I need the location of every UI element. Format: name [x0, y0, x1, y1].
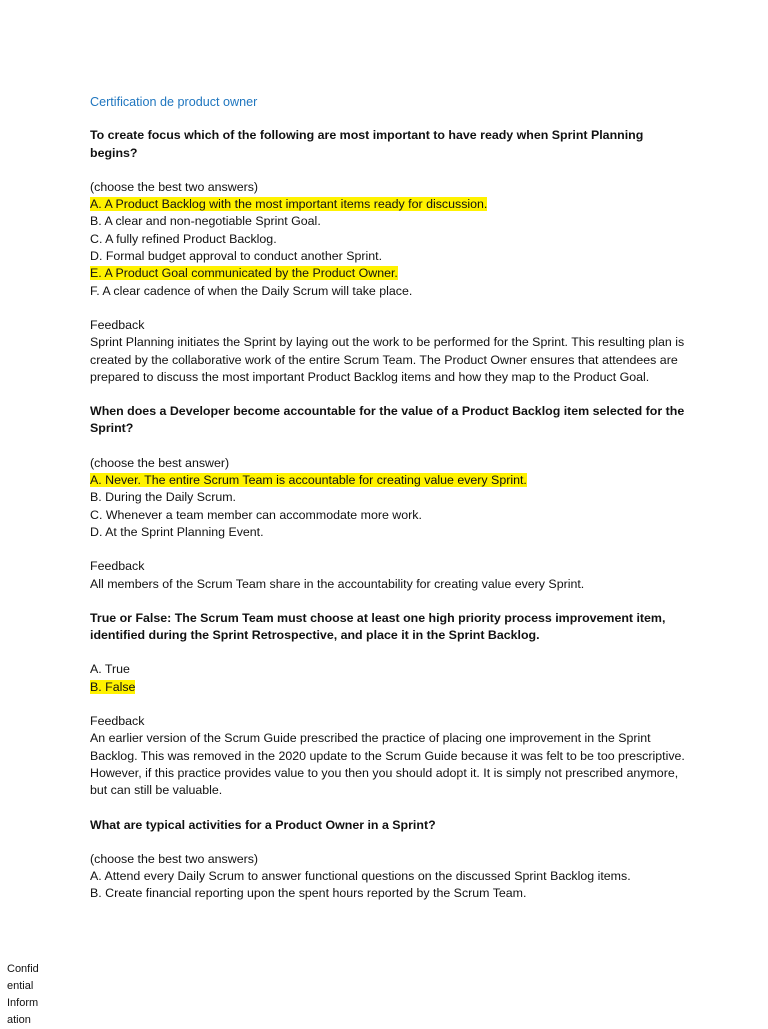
q1-instruction: (choose the best two answers): [90, 179, 259, 194]
document-body: [90, 94, 690, 903]
q3-option-b: B. False: [90, 679, 136, 694]
q1-option-e: E. A Product Goal communicated by the Product Owner.: [90, 266, 398, 281]
q2-option-d: D. At the Sprint Planning Event.: [90, 524, 264, 539]
confidential-footer: [7, 961, 47, 1029]
q1-option-d: D. Formal budget approval to conduct another Sprint.: [90, 249, 383, 264]
footer-line: Confid: [7, 963, 39, 975]
question-3: True or False: The Scrum Team must choose at least one high priority process improvement item, identified during the Sprint Retrospective, and place it in the Sprint Backlog.: [90, 610, 666, 643]
footer-line: Inform: [7, 997, 39, 1009]
question-4: What are typical activities for a Product Owner in a Sprint?: [90, 817, 436, 832]
q2-feedback-label: Feedback: [90, 559, 145, 574]
q1-option-c: C. A fully refined Product Backlog.: [90, 231, 277, 246]
question-2: When does a Developer become accountable for the value of a Product Backlog item selected for the Sprint?: [90, 404, 685, 436]
q4-instruction: (choose the best two answers): [90, 851, 259, 866]
q3-option-a: A. True: [90, 662, 130, 677]
q2-option-a: A. Never. The entire Scrum Team is accountable for creating value every Sprint.: [90, 473, 527, 488]
q1-feedback-text: Sprint Planning initiates the Sprint by laying out the work to be performed for the Sprint. This resulting plan is created by the collaborative work of the entire Scrum Team. The Product Owner ensures that attendees are prepared to discuss the most important Product Backlog items and how they map to the Product Goal.: [90, 335, 685, 384]
q1-feedback-label: Feedback: [90, 317, 145, 332]
question-1: To create focus which of the following are most important to have ready when Sprint Planning begins?: [90, 128, 644, 160]
q2-feedback-text: All members of the Scrum Team share in the accountability for creating value every Sprint.: [90, 576, 585, 591]
q3-feedback-text: An earlier version of the Scrum Guide prescribed the practice of placing one improvement in the Sprint Backlog. This was removed in the 2020 update to the Scrum Guide because it was felt to be too prescriptive. However, if this practice provides value to you then you should adopt it. It is simply not prescribed anymore, but can still be valuable.: [90, 731, 685, 798]
q1-option-a: A. A Product Backlog with the most important items ready for discussion.: [90, 197, 488, 212]
footer-line: ential: [7, 980, 34, 992]
document-title: Certification de product owner: [90, 95, 258, 109]
q1-option-b: B. A clear and non-negotiable Sprint Goal.: [90, 214, 321, 229]
q4-option-b: B. Create financial reporting upon the spent hours reported by the Scrum Team.: [90, 886, 527, 901]
q1-option-f: F. A clear cadence of when the Daily Scrum will take place.: [90, 283, 413, 298]
q4-option-a: A. Attend every Daily Scrum to answer functional questions on the discussed Sprint Backlog items.: [90, 869, 631, 884]
q3-feedback-label: Feedback: [90, 714, 145, 729]
q2-option-c: C. Whenever a team member can accommodate more work.: [90, 507, 422, 522]
footer-line: ation: [7, 1014, 31, 1026]
q2-option-b: B. During the Daily Scrum.: [90, 490, 236, 505]
q2-instruction: (choose the best answer): [90, 455, 230, 470]
